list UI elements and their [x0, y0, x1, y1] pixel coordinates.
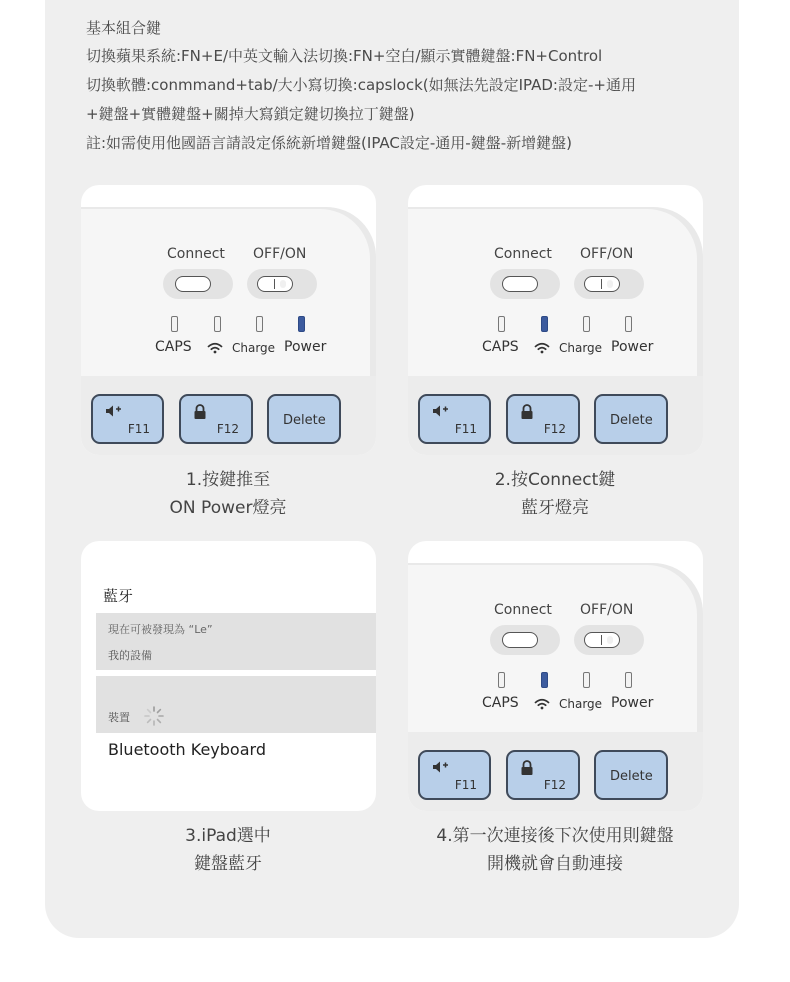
power-label: Power [611, 695, 654, 711]
caps-led [498, 672, 505, 688]
charge-led [256, 316, 263, 332]
step-3-caption [78, 822, 378, 878]
f11-label: F11 [127, 422, 150, 436]
speaker-icon [105, 404, 125, 418]
charge-led [583, 672, 590, 688]
my-devices-header: 我的設備 [108, 649, 152, 662]
notes-line-1: 切換蘋果系統:FN+E/中英文輸入法切換:FN+空白/顯示實體鍵盤:FN+Control [86, 47, 603, 65]
lock-icon [193, 404, 207, 420]
power-switch[interactable] [574, 625, 644, 655]
bluetooth-wifi-icon [534, 342, 550, 354]
bluetooth-wifi-icon [534, 698, 550, 710]
f12-label: F12 [216, 422, 239, 436]
power-led [625, 672, 632, 688]
charge-label: Charge [559, 341, 603, 355]
connect-button[interactable] [163, 269, 233, 299]
bluetooth-keyboard-device[interactable]: Bluetooth Keyboard [108, 740, 266, 759]
keyboard-mockup [408, 541, 703, 811]
step-2-panel [408, 185, 703, 455]
f11-volume-key[interactable] [418, 394, 491, 444]
connect-label: Connect [494, 246, 552, 262]
power-switch[interactable] [574, 269, 644, 299]
bluetooth-wifi-icon [207, 342, 223, 354]
step-1-caption-line-2: ON Power燈亮 [169, 498, 287, 518]
step-1-caption [78, 466, 378, 522]
loading-spinner-icon [143, 705, 165, 727]
offon-label: OFF/ON [580, 602, 634, 618]
offon-label: OFF/ON [253, 246, 307, 262]
devices-row [96, 676, 376, 733]
f12-lock-key[interactable] [506, 750, 580, 800]
step-1-panel [81, 185, 376, 455]
keyboard-mockup [81, 185, 376, 455]
step-3-panel [81, 541, 376, 811]
f12-lock-key[interactable] [179, 394, 253, 444]
speaker-icon [432, 760, 452, 774]
bluetooth-status-row [96, 613, 376, 670]
caps-led [171, 316, 178, 332]
charge-label: Charge [559, 697, 603, 711]
delete-label: Delete [283, 413, 326, 428]
notes-line-4: 註:如需使用他國語言請設定係統新增鍵盤(IPAC設定-通用-鍵盤-新增鍵盤) [86, 134, 572, 152]
connect-button[interactable] [490, 269, 560, 299]
f12-label: F12 [543, 422, 566, 436]
step-3-caption-line-1: 3.iPad選中 [185, 826, 271, 846]
f11-label: F11 [454, 422, 477, 436]
caps-led [498, 316, 505, 332]
caps-label: CAPS [482, 339, 519, 355]
step-3-caption-line-2: 鍵盤藍牙 [194, 854, 262, 874]
connect-label: Connect [167, 246, 225, 262]
bluetooth-settings-title: 藍牙 [103, 587, 134, 605]
power-led [625, 316, 632, 332]
delete-label: Delete [610, 769, 653, 784]
step-4-caption-line-1: 4.第一次連接後下次使用則鍵盤 [436, 826, 674, 846]
delete-key[interactable] [267, 394, 341, 444]
step-4-caption [405, 822, 705, 878]
f12-label: F12 [543, 778, 566, 792]
notes-heading: 基本組合鍵 [86, 19, 162, 37]
power-label: Power [284, 339, 327, 355]
delete-key[interactable] [594, 750, 668, 800]
step-4-panel [408, 541, 703, 811]
notes-line-3: +鍵盤+實體鍵盤+關掉大寫鎖定鍵切換拉丁鍵盤) [86, 105, 415, 123]
step-2-caption-line-1: 2.按Connect鍵 [494, 470, 616, 490]
keyboard-mockup [408, 185, 703, 455]
caps-label: CAPS [155, 339, 192, 355]
delete-label: Delete [610, 413, 653, 428]
devices-header: 裝置 [108, 711, 130, 724]
bluetooth-led [541, 672, 548, 688]
power-switch[interactable] [247, 269, 317, 299]
step-2-caption [405, 466, 705, 522]
connect-button[interactable] [490, 625, 560, 655]
power-label: Power [611, 339, 654, 355]
caps-label: CAPS [482, 695, 519, 711]
f11-volume-key[interactable] [91, 394, 164, 444]
lock-icon [520, 760, 534, 776]
notes-line-2: 切換軟體:conmmand+tab/大小寫切換:capslock(如無法先設定IPAD:設定-+通用 [86, 76, 636, 94]
delete-key[interactable] [594, 394, 668, 444]
f12-lock-key[interactable] [506, 394, 580, 444]
step-1-caption-line-1: 1.按鍵推至 [185, 470, 271, 490]
charge-label: Charge [232, 341, 276, 355]
bluetooth-led [214, 316, 221, 332]
power-led [298, 316, 305, 332]
speaker-icon [432, 404, 452, 418]
lock-icon [520, 404, 534, 420]
step-4-caption-line-2: 開機就會自動連接 [487, 854, 623, 874]
charge-led [583, 316, 590, 332]
connect-label: Connect [494, 602, 552, 618]
f11-label: F11 [454, 778, 477, 792]
offon-label: OFF/ON [580, 246, 634, 262]
step-2-caption-line-2: 藍牙燈亮 [521, 498, 589, 518]
bluetooth-led [541, 316, 548, 332]
discoverable-text: 現在可被發現為 “Le” [108, 623, 213, 636]
f11-volume-key[interactable] [418, 750, 491, 800]
